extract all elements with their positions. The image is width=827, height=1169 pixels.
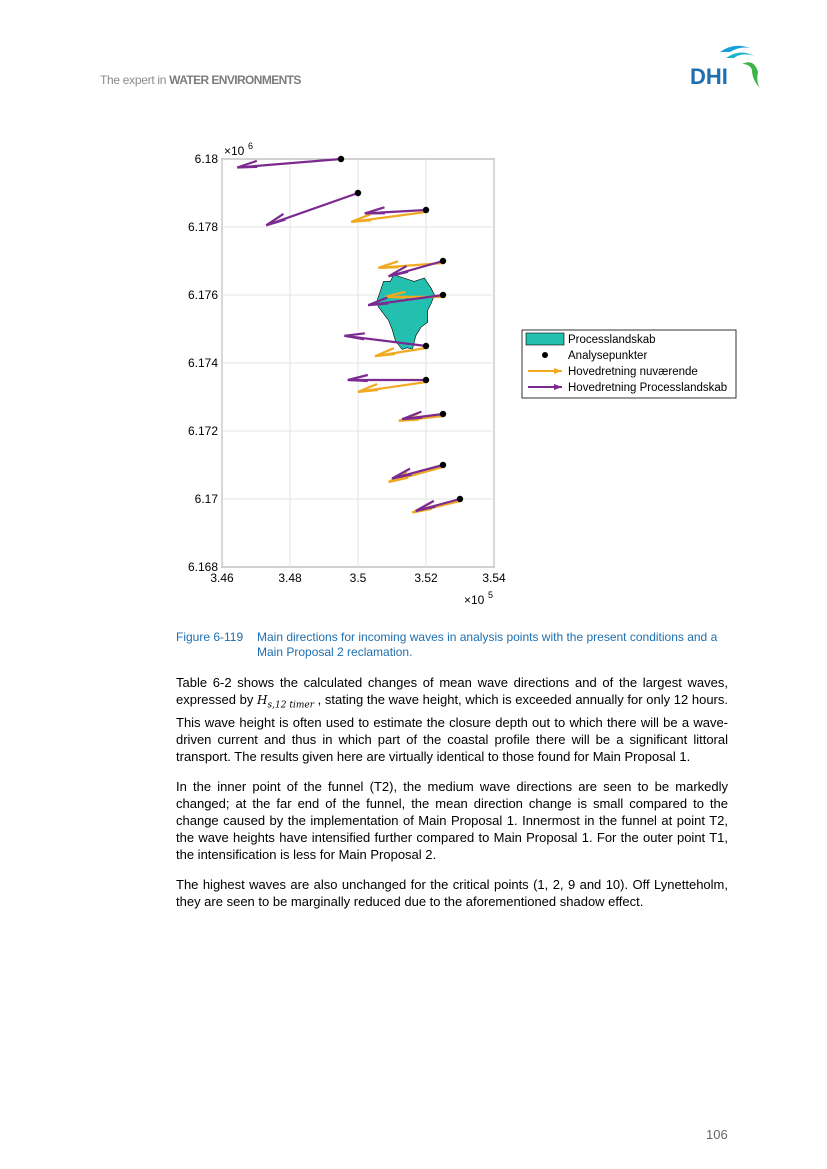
orange-arrow-5-head-b xyxy=(385,297,405,298)
analysis-point-1 xyxy=(338,156,344,162)
x-tick-label: 3.54 xyxy=(482,571,506,585)
analysis-point-2 xyxy=(355,190,361,196)
x-tick-label: 3.52 xyxy=(414,571,438,585)
analysis-point-10 xyxy=(457,496,463,502)
page-number: 106 xyxy=(706,1127,728,1142)
legend xyxy=(522,330,736,398)
caption-text: Main directions for incoming waves in analysis points with the present conditions and a Main Proposal 2 reclamation. xyxy=(257,630,718,659)
x-tick-label: 3.5 xyxy=(349,571,367,585)
wave-direction-figure xyxy=(160,138,750,618)
x-multiplier-exponent: 5 xyxy=(488,590,494,600)
y-tick-label: 6.174 xyxy=(187,356,218,370)
analysis-point-4 xyxy=(440,258,446,264)
analysis-point-5 xyxy=(440,292,446,298)
x-tick-label: 3.46 xyxy=(210,571,234,585)
tagline-prefix: The expert in xyxy=(100,73,170,87)
y-tick-label: 6.18 xyxy=(194,152,218,166)
analysis-point-3 xyxy=(423,207,429,213)
analysis-point-6 xyxy=(423,343,429,349)
paragraph-1 xyxy=(176,674,728,765)
logo-text: DHI xyxy=(690,64,728,89)
purple-arrow-7-head-b xyxy=(348,380,368,381)
paragraph-2: In the inner point of the funnel (T2), the medium wave directions are seen to be markedly changed; at the far end of the funnel, the mean direction change is small compared to the change caused by the implementation of Main Proposal 1. Innermost in the funnel at point T2, the wave heights have intensified further compared to Main Proposal 1. For the outer point T1, the intensification is less for Main Proposal 2. xyxy=(176,779,728,863)
y-multiplier-exponent: 6 xyxy=(248,141,254,151)
body-text xyxy=(176,674,728,923)
analysis-point-7 xyxy=(423,377,429,383)
legend-label-4: Hovedretning Processlandskab xyxy=(568,382,728,394)
orange-arrow-8-head-b xyxy=(399,420,419,421)
x-tick-label: 3.48 xyxy=(278,571,302,585)
y-tick-label: 6.17 xyxy=(194,492,218,506)
legend-patch xyxy=(526,333,564,345)
p1-before: Table 6-2 shows the calculated changes of mean wave directions and of the largest waves, expressed by xyxy=(176,675,728,707)
purple-arrow-1-head-b xyxy=(237,167,257,168)
caption-number: Figure 6-119 xyxy=(176,630,244,644)
legend-marker xyxy=(542,352,548,358)
y-multiplier: ×10 xyxy=(224,144,245,158)
analysis-point-9 xyxy=(440,462,446,468)
purple-arrow-8-head-b xyxy=(402,418,422,419)
analysis-point-8 xyxy=(440,411,446,417)
tagline-bold: WATER ENVIRONMENTS xyxy=(169,73,301,87)
paragraph-3: The highest waves are also unchanged for the critical points (1, 2, 9 and 10). Off Lynetteholm, they are seen to be marginally reduced due to the aforementioned shadow effect. xyxy=(176,877,728,910)
y-tick-label: 6.176 xyxy=(187,288,218,302)
dhi-logo xyxy=(690,42,762,92)
legend-label-1: Processlandskab xyxy=(568,334,656,346)
wave-height-symbol: $H_{s,12 timer}$ xyxy=(257,693,314,711)
p1-after: , stating the wave height, which is exceeded annually for only 12 hours. This wave height is often used to estimate the closure depth out to which there will be a wave-driven current and thus in which part of the coastal profile there will be a significant littoral transport. The results given here are virtually identical to those found for Main Proposal 1. xyxy=(176,692,728,765)
y-tick-label: 6.172 xyxy=(187,424,218,438)
legend-label-2: Analysepunkter xyxy=(568,350,648,362)
header-tagline xyxy=(100,73,301,87)
x-multiplier: ×10 xyxy=(464,593,485,607)
y-tick-label: 6.168 xyxy=(187,560,218,574)
legend-label-3: Hovedretning nuværende xyxy=(568,366,698,378)
y-tick-label: 6.178 xyxy=(187,220,218,234)
